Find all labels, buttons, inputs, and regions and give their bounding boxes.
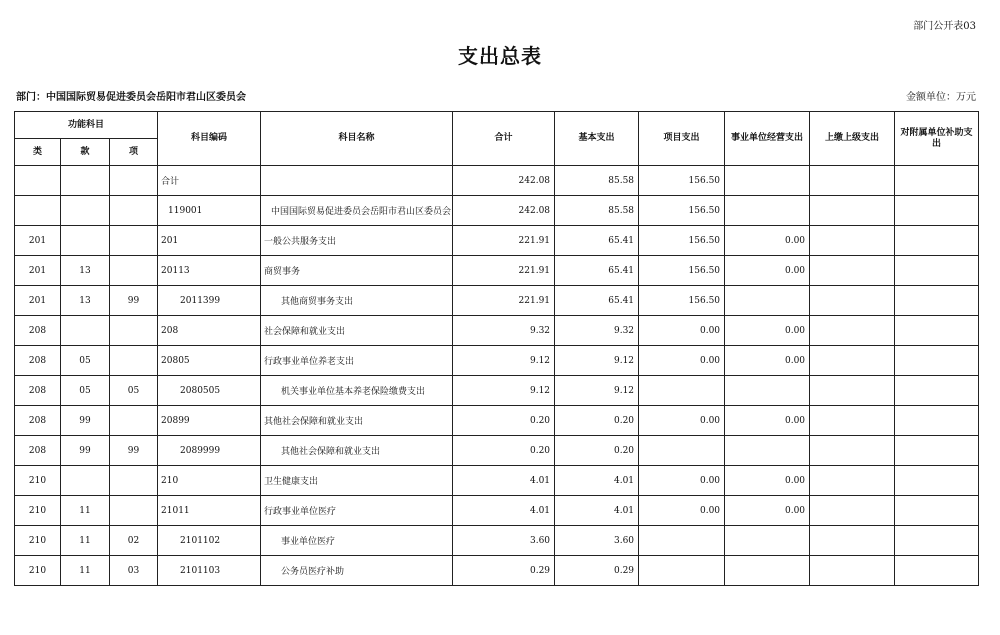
- cell-total: 242.08: [453, 166, 555, 196]
- table-row: [15, 466, 979, 496]
- expenditure-table: [14, 111, 979, 586]
- cell-name: 其他社会保障和就业支出: [261, 406, 453, 436]
- cell-subsidy: [895, 376, 979, 406]
- header-func-group: 功能科目: [15, 112, 158, 139]
- cell-name: [261, 166, 453, 196]
- cell-subsidy: [895, 406, 979, 436]
- cell-basic: 0.29: [555, 556, 639, 586]
- cell-subsidy: [895, 196, 979, 226]
- cell-total: 221.91: [453, 256, 555, 286]
- cell-total: 4.01: [453, 466, 555, 496]
- cell-business: [725, 526, 810, 556]
- cell-basic: 4.01: [555, 466, 639, 496]
- cell-name: 一般公共服务支出: [261, 226, 453, 256]
- cell-name: 公务员医疗补助: [261, 556, 453, 586]
- header-kuan: 款: [61, 139, 110, 166]
- table-row: [15, 166, 979, 196]
- cell-project: 0.00: [639, 316, 725, 346]
- cell-business: 0.00: [725, 256, 810, 286]
- cell-subsidy: [895, 256, 979, 286]
- cell-xiang: [110, 226, 158, 256]
- cell-subsidy: [895, 466, 979, 496]
- cell-kuan: 13: [61, 256, 110, 286]
- cell-basic: 65.41: [555, 256, 639, 286]
- cell-basic: 0.20: [555, 436, 639, 466]
- cell-project: 0.00: [639, 496, 725, 526]
- cell-basic: 4.01: [555, 496, 639, 526]
- cell-project: 156.50: [639, 286, 725, 316]
- cell-business: 0.00: [725, 466, 810, 496]
- cell-total: 0.29: [453, 556, 555, 586]
- cell-kuan: 05: [61, 376, 110, 406]
- cell-project: 156.50: [639, 166, 725, 196]
- cell-lei: [15, 166, 61, 196]
- cell-project: 0.00: [639, 406, 725, 436]
- cell-business: [725, 166, 810, 196]
- cell-project: 156.50: [639, 196, 725, 226]
- cell-basic: 85.58: [555, 196, 639, 226]
- cell-xiang: [110, 406, 158, 436]
- form-number: 部门公开表03: [913, 21, 976, 32]
- cell-code: 2101102: [158, 526, 261, 556]
- cell-basic: 65.41: [555, 286, 639, 316]
- cell-business: [725, 436, 810, 466]
- cell-lei: 208: [15, 376, 61, 406]
- cell-basic: 3.60: [555, 526, 639, 556]
- cell-upper: [810, 226, 895, 256]
- cell-project: 0.00: [639, 346, 725, 376]
- header-project: 项目支出: [639, 112, 725, 166]
- cell-kuan: 11: [61, 496, 110, 526]
- cell-business: 0.00: [725, 226, 810, 256]
- table-row: [15, 286, 979, 316]
- cell-xiang: 02: [110, 526, 158, 556]
- cell-basic: 9.12: [555, 346, 639, 376]
- cell-name: 其他商贸事务支出: [261, 286, 453, 316]
- cell-code: 21011: [158, 496, 261, 526]
- header-total: 合计: [453, 112, 555, 166]
- cell-lei: [15, 196, 61, 226]
- cell-kuan: 11: [61, 526, 110, 556]
- table-row: [15, 196, 979, 226]
- cell-upper: [810, 256, 895, 286]
- cell-basic: 65.41: [555, 226, 639, 256]
- department-label: 部门：中国国际贸易促进委员会岳阳市君山区委员会: [16, 92, 246, 103]
- cell-business: 0.00: [725, 346, 810, 376]
- cell-kuan: [61, 196, 110, 226]
- cell-project: 156.50: [639, 256, 725, 286]
- cell-subsidy: [895, 526, 979, 556]
- header-upper: 上缴上级支出: [810, 112, 895, 166]
- cell-subsidy: [895, 346, 979, 376]
- cell-kuan: [61, 466, 110, 496]
- cell-kuan: [61, 316, 110, 346]
- cell-xiang: [110, 166, 158, 196]
- cell-name: 卫生健康支出: [261, 466, 453, 496]
- cell-total: 3.60: [453, 526, 555, 556]
- cell-name: 社会保障和就业支出: [261, 316, 453, 346]
- cell-basic: 9.12: [555, 376, 639, 406]
- cell-upper: [810, 556, 895, 586]
- cell-lei: 201: [15, 286, 61, 316]
- table-row: [15, 346, 979, 376]
- cell-xiang: 05: [110, 376, 158, 406]
- header-basic: 基本支出: [555, 112, 639, 166]
- cell-code: 201: [158, 226, 261, 256]
- cell-project: 156.50: [639, 226, 725, 256]
- table-row: [15, 406, 979, 436]
- cell-business: [725, 376, 810, 406]
- cell-subsidy: [895, 166, 979, 196]
- cell-total: 221.91: [453, 286, 555, 316]
- cell-total: 9.12: [453, 376, 555, 406]
- cell-subsidy: [895, 286, 979, 316]
- cell-lei: 201: [15, 256, 61, 286]
- cell-name: 行政事业单位养老支出: [261, 346, 453, 376]
- cell-upper: [810, 466, 895, 496]
- cell-total: 242.08: [453, 196, 555, 226]
- cell-upper: [810, 196, 895, 226]
- cell-project: [639, 556, 725, 586]
- cell-basic: 9.32: [555, 316, 639, 346]
- cell-total: 4.01: [453, 496, 555, 526]
- cell-kuan: 99: [61, 436, 110, 466]
- cell-lei: 210: [15, 556, 61, 586]
- cell-code: 208: [158, 316, 261, 346]
- cell-basic: 0.20: [555, 406, 639, 436]
- cell-code: 210: [158, 466, 261, 496]
- cell-name: 事业单位医疗: [261, 526, 453, 556]
- cell-business: 0.00: [725, 316, 810, 346]
- cell-code: 20805: [158, 346, 261, 376]
- cell-code: 2080505: [158, 376, 261, 406]
- cell-kuan: 99: [61, 406, 110, 436]
- cell-code: 2089999: [158, 436, 261, 466]
- amount-unit-label: 金额单位：万元: [906, 92, 976, 103]
- cell-xiang: 99: [110, 286, 158, 316]
- cell-name: 机关事业单位基本养老保险缴费支出: [261, 376, 453, 406]
- cell-kuan: [61, 166, 110, 196]
- cell-xiang: [110, 346, 158, 376]
- cell-subsidy: [895, 226, 979, 256]
- cell-upper: [810, 376, 895, 406]
- cell-xiang: 03: [110, 556, 158, 586]
- cell-kuan: 05: [61, 346, 110, 376]
- header-subsidy: 对附属单位补助支出: [895, 112, 979, 166]
- cell-lei: 208: [15, 406, 61, 436]
- cell-total: 9.12: [453, 346, 555, 376]
- cell-lei: 210: [15, 496, 61, 526]
- header-lei: 类: [15, 139, 61, 166]
- header-code: 科目编码: [158, 112, 261, 166]
- cell-name: 中国国际贸易促进委员会岳阳市君山区委员会: [261, 196, 453, 226]
- page-title: 支出总表: [458, 44, 542, 68]
- cell-upper: [810, 496, 895, 526]
- cell-total: 0.20: [453, 406, 555, 436]
- cell-lei: 210: [15, 466, 61, 496]
- cell-code: 20899: [158, 406, 261, 436]
- cell-kuan: [61, 226, 110, 256]
- cell-business: 0.00: [725, 406, 810, 436]
- cell-upper: [810, 406, 895, 436]
- cell-name: 其他社会保障和就业支出: [261, 436, 453, 466]
- table-row: [15, 496, 979, 526]
- cell-code: 119001: [158, 196, 261, 226]
- cell-upper: [810, 526, 895, 556]
- table-row: [15, 376, 979, 406]
- cell-xiang: [110, 496, 158, 526]
- cell-project: [639, 376, 725, 406]
- cell-kuan: 13: [61, 286, 110, 316]
- cell-subsidy: [895, 436, 979, 466]
- cell-subsidy: [895, 496, 979, 526]
- table-row: [15, 316, 979, 346]
- cell-xiang: 99: [110, 436, 158, 466]
- cell-basic: 85.58: [555, 166, 639, 196]
- cell-name: 行政事业单位医疗: [261, 496, 453, 526]
- cell-lei: 210: [15, 526, 61, 556]
- cell-upper: [810, 286, 895, 316]
- cell-name: 商贸事务: [261, 256, 453, 286]
- table-row: [15, 256, 979, 286]
- cell-upper: [810, 316, 895, 346]
- cell-business: [725, 556, 810, 586]
- cell-total: 9.32: [453, 316, 555, 346]
- cell-code: 2011399: [158, 286, 261, 316]
- cell-kuan: 11: [61, 556, 110, 586]
- cell-lei: 208: [15, 436, 61, 466]
- cell-lei: 201: [15, 226, 61, 256]
- cell-code: 20113: [158, 256, 261, 286]
- cell-lei: 208: [15, 316, 61, 346]
- cell-upper: [810, 436, 895, 466]
- cell-xiang: [110, 256, 158, 286]
- cell-xiang: [110, 316, 158, 346]
- header-name: 科目名称: [261, 112, 453, 166]
- table-row: [15, 556, 979, 586]
- cell-xiang: [110, 196, 158, 226]
- cell-business: 0.00: [725, 496, 810, 526]
- header-business: 事业单位经营支出: [725, 112, 810, 166]
- cell-project: [639, 526, 725, 556]
- cell-upper: [810, 166, 895, 196]
- header-xiang: 项: [110, 139, 158, 166]
- cell-project: 0.00: [639, 466, 725, 496]
- cell-project: [639, 436, 725, 466]
- table-row: [15, 226, 979, 256]
- cell-upper: [810, 346, 895, 376]
- cell-business: [725, 196, 810, 226]
- cell-subsidy: [895, 556, 979, 586]
- table-row: [15, 436, 979, 466]
- table-row: [15, 526, 979, 556]
- cell-total: 221.91: [453, 226, 555, 256]
- cell-xiang: [110, 466, 158, 496]
- cell-total: 0.20: [453, 436, 555, 466]
- cell-code: 合计: [158, 166, 261, 196]
- cell-business: [725, 286, 810, 316]
- cell-lei: 208: [15, 346, 61, 376]
- cell-subsidy: [895, 316, 979, 346]
- cell-code: 2101103: [158, 556, 261, 586]
